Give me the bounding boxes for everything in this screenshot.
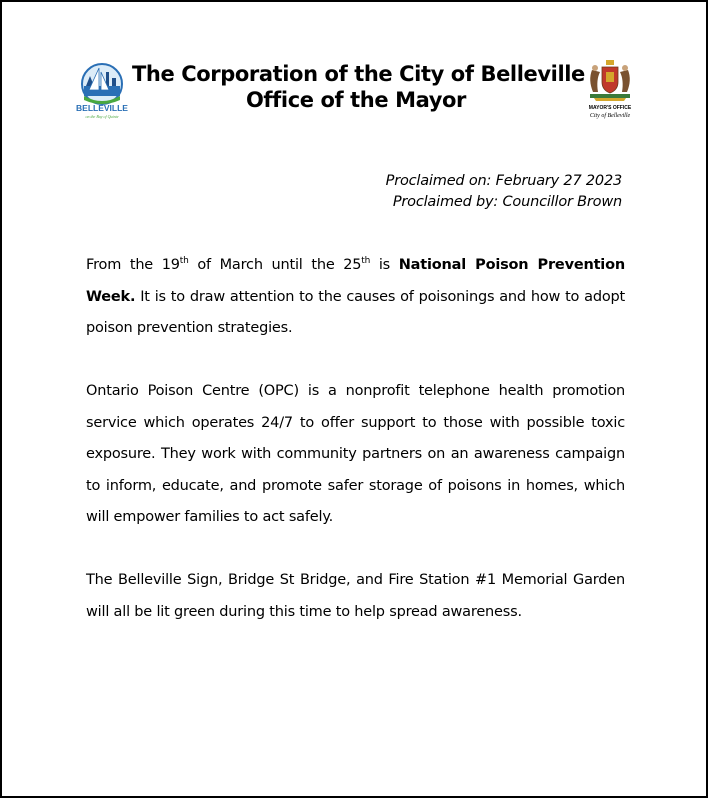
p1-text-a: From the 19 — [86, 257, 180, 273]
crest-text-line-2: City of Belleville — [589, 113, 631, 119]
title-line-1: The Corporation of the City of Belleville — [132, 62, 585, 86]
p1-text-c: is — [370, 257, 399, 273]
proclamation-info — [386, 171, 622, 213]
title-line-2: Office of the Mayor — [245, 88, 467, 112]
event-name: National Poison Prevention Week. — [86, 257, 625, 305]
coat-of-arms-icon — [584, 58, 636, 120]
paragraph-1 — [86, 250, 625, 345]
logo-tagline: on the Bay of Quinte — [85, 114, 119, 119]
paragraph-3: The Belleville Sign, Bridge St Bridge, and Fire Station #1 Memorial Garden will all be lit green during this time to help spread awareness. — [86, 572, 625, 620]
p1-text-b: of March until the 25 — [188, 257, 362, 273]
p1-text-d: It is to draw attention to the causes of poisonings and how to adopt poison prevention strategies. — [86, 288, 625, 336]
logo-text: BELLEVILLE — [76, 103, 128, 113]
paragraph-2: Ontario Poison Centre (OPC) is a nonprofit telephone health promotion service which operates 24/7 to offer support to those with possible toxic exposure. They work with community partners on an awareness campaign to inform, educate, and promote safer storage of poisons in homes, which will empower families to act safely. — [86, 383, 625, 525]
proclaimed-on: Proclaimed on: February 27 2023 — [385, 173, 622, 189]
p1-sup-1: th — [179, 256, 189, 266]
belleville-sailboat-logo-icon — [76, 62, 128, 120]
p1-sup-2: th — [361, 256, 371, 266]
proclaimed-by: Proclaimed by: Councillor Brown — [392, 194, 622, 210]
page-title — [132, 61, 585, 113]
proclamation-body — [86, 250, 625, 660]
crest-text-line-1: MAYOR'S OFFICE — [588, 105, 632, 111]
